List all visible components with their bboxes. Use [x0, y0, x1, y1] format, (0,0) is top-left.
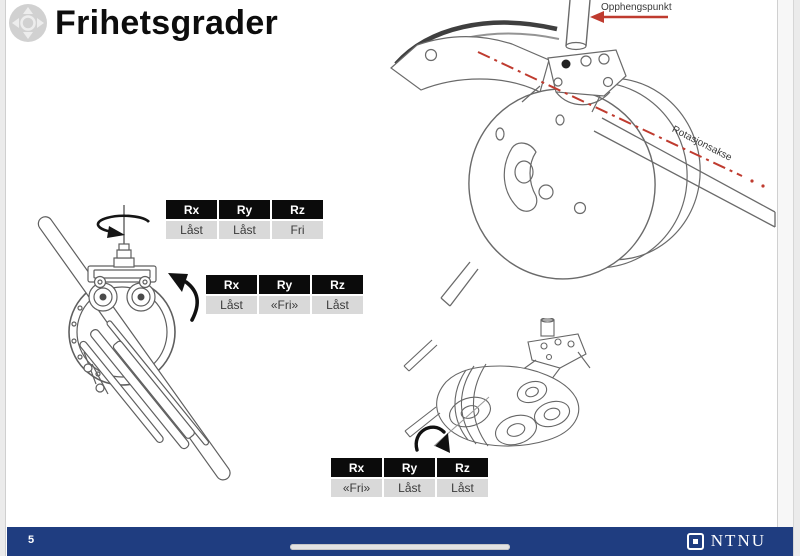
ntnu-logo-icon	[687, 533, 704, 550]
rotation-axis-label: Rotasjonsakse	[670, 124, 734, 164]
suspension-point-label: Opphengspunkt	[601, 2, 672, 13]
dof-table-swing	[204, 273, 365, 316]
dof-header: Rx	[166, 200, 217, 219]
dof-value: Fri	[272, 221, 323, 239]
ntnu-logo	[687, 531, 766, 551]
dof-value: Låst	[312, 296, 363, 314]
dof-header: Ry	[259, 275, 310, 294]
dof-value: Låst	[166, 221, 217, 239]
pan-icon[interactable]	[8, 3, 48, 43]
dof-header: Rz	[437, 458, 488, 477]
ntnu-wordmark: NTNU	[710, 531, 766, 550]
illustration-clamp-side	[30, 195, 265, 520]
dof-value: «Fri»	[331, 479, 382, 497]
dof-value: Låst	[206, 296, 257, 314]
illustration-roller-head	[398, 318, 598, 468]
dof-header: Ry	[384, 458, 435, 477]
dof-header: Rz	[272, 200, 323, 219]
dof-value: Låst	[219, 221, 270, 239]
horizontal-scrollbar-thumb[interactable]	[290, 544, 510, 550]
swing-rotation-arrow	[168, 273, 197, 320]
vertical-scrollbar[interactable]	[777, 0, 793, 527]
viewer-left-gutter	[0, 0, 6, 556]
dof-header: Rx	[331, 458, 382, 477]
roll-rotation-arrow	[416, 427, 450, 453]
slide-footer	[7, 527, 793, 556]
dof-table-roll	[329, 456, 490, 499]
dof-value: Låst	[384, 479, 435, 497]
dof-value: Låst	[437, 479, 488, 497]
dof-table-yaw	[164, 198, 325, 241]
dof-header: Ry	[219, 200, 270, 219]
page-number: 5	[28, 534, 35, 546]
dof-header: Rx	[206, 275, 257, 294]
slide-page	[7, 0, 793, 527]
slide-title: Frihetsgrader	[55, 4, 279, 42]
dof-header: Rz	[312, 275, 363, 294]
viewer-right-gutter	[793, 0, 800, 556]
dof-value: «Fri»	[259, 296, 310, 314]
